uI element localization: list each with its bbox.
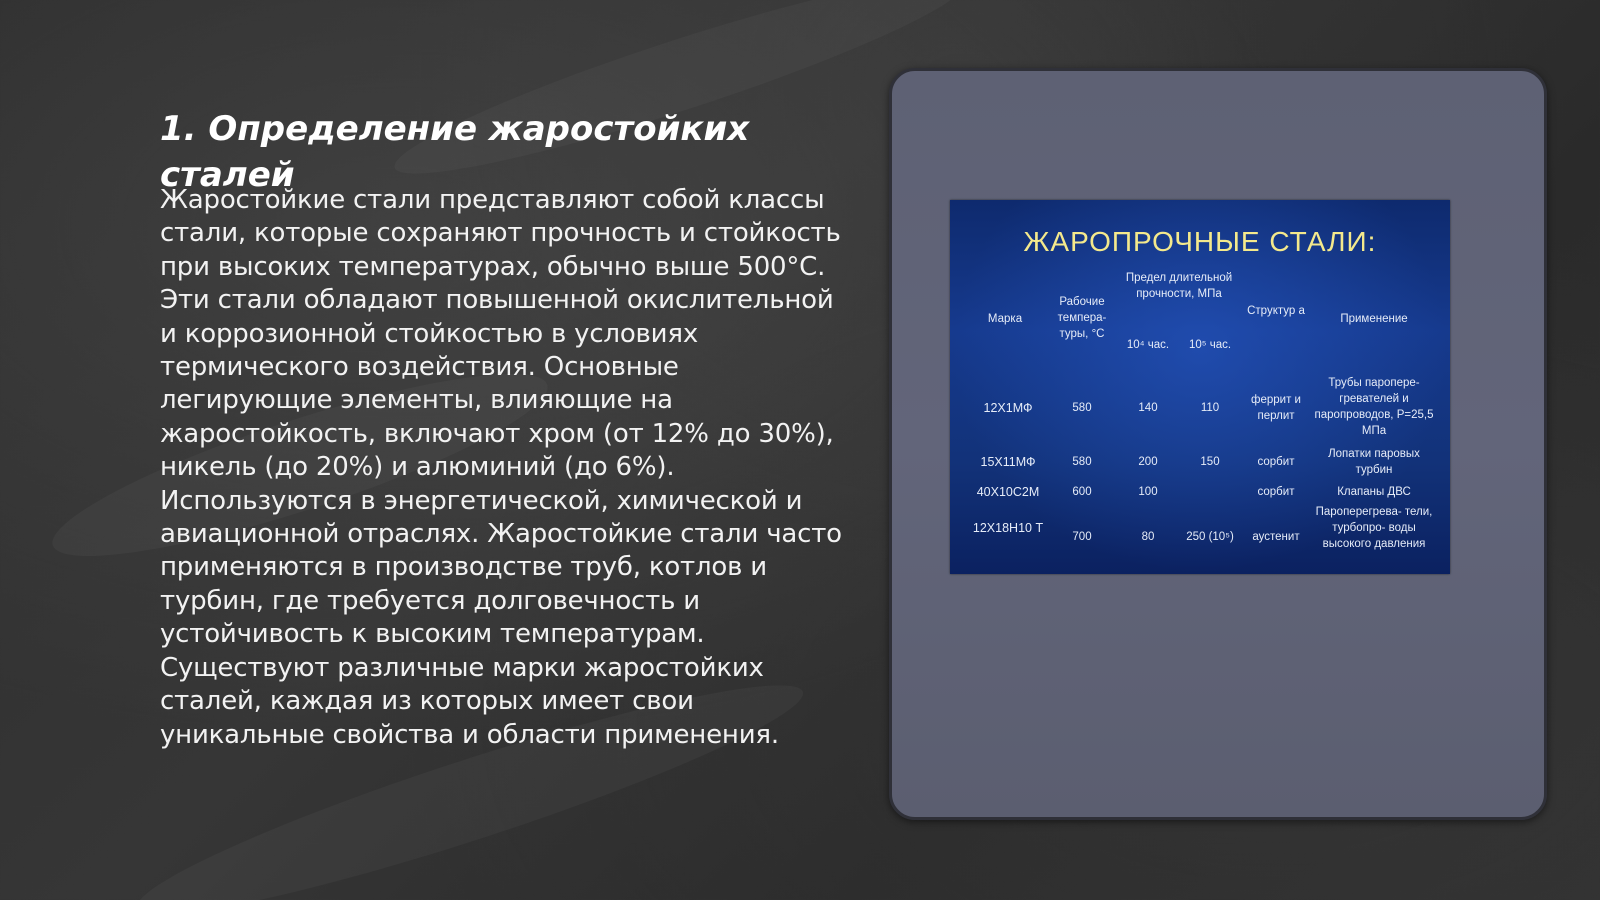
header-grade: Марка <box>987 313 1023 325</box>
table-cell: 12Х1МФ <box>983 401 1033 415</box>
table-cell: 700 <box>1072 531 1092 543</box>
header-temp: Рабочие темпера- туры, °С <box>1057 296 1107 340</box>
slide-title: 1. Определение жаростойких сталей <box>160 109 750 195</box>
table-title: ЖАРОПРОЧНЫЕ СТАЛИ: <box>1023 226 1377 257</box>
table-cell: 600 <box>1072 486 1092 498</box>
table-cell: Клапаны ДВС <box>1337 486 1411 498</box>
table-cell: Лопатки паровых турбин <box>1328 448 1420 476</box>
table-cell: 15Х11МФ <box>980 455 1036 469</box>
table-cell: 200 <box>1138 456 1158 468</box>
table-cell: Трубы пароперe- гревателей и паропроводов, P=25,5 МПа <box>1314 377 1434 437</box>
table-cell: 80 <box>1141 531 1155 543</box>
header-1e5-hours: 10⁵ час. <box>1188 339 1232 351</box>
table-cell: 250 (10⁵) <box>1186 531 1234 543</box>
table-cell: аустенит <box>1252 531 1300 543</box>
header-structure: Структур а <box>1247 305 1305 317</box>
table-cell: 580 <box>1072 456 1092 468</box>
table-cell: сорбит <box>1257 456 1295 468</box>
header-application: Применение <box>1340 313 1408 325</box>
table-cell: 580 <box>1072 402 1092 414</box>
table-cell: феррит и перлит <box>1251 394 1301 422</box>
steel-table-image <box>950 200 1450 574</box>
table-cell: 110 <box>1200 402 1220 414</box>
header-strength: Предел длительной прочности, МПа <box>1125 272 1233 300</box>
table-cell: 12Х18Н10 Т <box>972 521 1044 535</box>
table-cell: 140 <box>1138 402 1158 414</box>
slide-body-text: Жаростойкие стали представляют собой классы стали, которые сохраняют прочность и стойкость при высоких температурах, обычно выше 500°С. Эти стали обладают повышенной окислительной и коррозионной стойкостью в условиях термического воздействия. Основные легирующие элементы, влияющие на жаростойкость, включают хром (от 12% до 30%), никель (до 20%) и алюминий (до 6%). Используются в энергетической, химической и авиационной отраслях. Жаростойкие стали часто применяются в производстве труб, котлов и турбин, где требуется долговечность и устойчивость к высоким температурам. Существуют различные марки жаростойких сталей, каждая из которых имеет свои уникальные свойства и области применения. <box>160 185 842 750</box>
table-cell: 150 <box>1200 456 1220 468</box>
table-cell: 100 <box>1138 486 1158 498</box>
table-cell: Пароперегрева- тели, турбопро- воды высокого давления <box>1315 506 1433 550</box>
table-cell: 40Х10С2М <box>976 485 1040 499</box>
header-1e4-hours: 10⁴ час. <box>1126 339 1170 351</box>
table-cell: сорбит <box>1257 486 1295 498</box>
